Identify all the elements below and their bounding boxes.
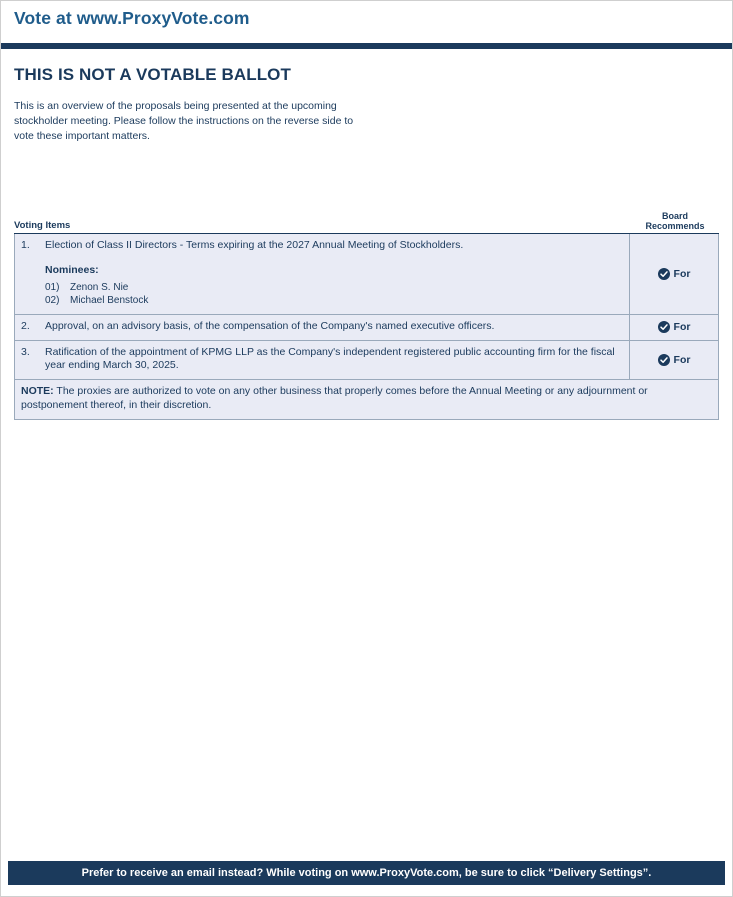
table-row: [15, 341, 718, 379]
item-number: 2.: [21, 319, 30, 332]
table-header-row: [14, 211, 719, 235]
note-label: NOTE:: [21, 384, 54, 397]
recommendation: [658, 321, 691, 333]
item-body: [45, 320, 621, 334]
table-body: [14, 234, 719, 380]
nominee-index: 02): [45, 295, 60, 307]
vote-site-title: Vote at www.ProxyVote.com: [14, 8, 250, 28]
board-recommendation-cell: [629, 234, 718, 314]
table-row: [15, 234, 718, 315]
check-circle-icon: [658, 354, 670, 366]
nominees-label: Nominees:: [45, 263, 99, 276]
recommendation-label: For: [673, 268, 691, 281]
nominee-name: Zenon S. Nie: [70, 281, 129, 293]
item-number: 3.: [21, 345, 30, 358]
board-recommends-line1: Board: [661, 210, 688, 221]
board-recommends-line2: Recommends: [645, 221, 705, 231]
voting-items-table: [0, 211, 733, 421]
item-text: Ratification of the appointment of KPMG LLP as the Company's independent registered public accounting firm for the fiscal year ending March 30, 2025.: [45, 345, 615, 372]
item-text: Election of Class II Directors - Terms expiring at the 2027 Annual Meeting of Stockholders.: [45, 239, 464, 252]
recommendation-label: For: [673, 321, 691, 334]
note-text: The proxies are authorized to vote on any other business that properly comes before the Annual Meeting or any adjournment or postponement thereof, in their discretion.: [21, 384, 648, 411]
board-recommendation-cell: [629, 341, 718, 379]
footer-banner: [8, 861, 725, 885]
check-circle-icon: [658, 268, 670, 280]
note-row: [14, 380, 719, 420]
nominee-list: [45, 281, 621, 308]
board-recommendation-cell: [629, 315, 718, 340]
check-circle-icon: [658, 321, 670, 333]
list-item: [45, 294, 621, 308]
footer-text: Prefer to receive an email instead? While voting on www.ProxyVote.com, be sure to click “Delivery Settings”.: [81, 867, 652, 879]
recommendation: [658, 354, 691, 366]
intro-block: [0, 49, 733, 145]
recommendation-label: For: [673, 353, 691, 366]
page-header: [0, 0, 733, 39]
item-body: [45, 239, 621, 308]
item-text: Approval, on an advisory basis, of the compensation of the Company's named executive officers.: [45, 319, 495, 332]
column-header-board-recommends: [631, 211, 719, 232]
intro-paragraph: This is an overview of the proposals being presented at the upcoming stockholder meeting. Please follow the instructions on the reverse side to vote these important matters.: [14, 100, 354, 143]
list-item: [45, 281, 621, 295]
nominee-name: Michael Benstock: [70, 295, 149, 307]
item-body: [45, 346, 621, 373]
recommendation: [658, 268, 691, 280]
table-row: [15, 315, 718, 341]
item-content: [15, 341, 629, 379]
item-content: [15, 315, 629, 340]
item-content: [15, 234, 629, 314]
nominee-index: 01): [45, 281, 60, 293]
column-header-voting-items: Voting Items: [14, 220, 71, 232]
not-votable-heading: THIS IS NOT A VOTABLE BALLOT: [14, 65, 291, 84]
item-number: 1.: [21, 239, 30, 252]
